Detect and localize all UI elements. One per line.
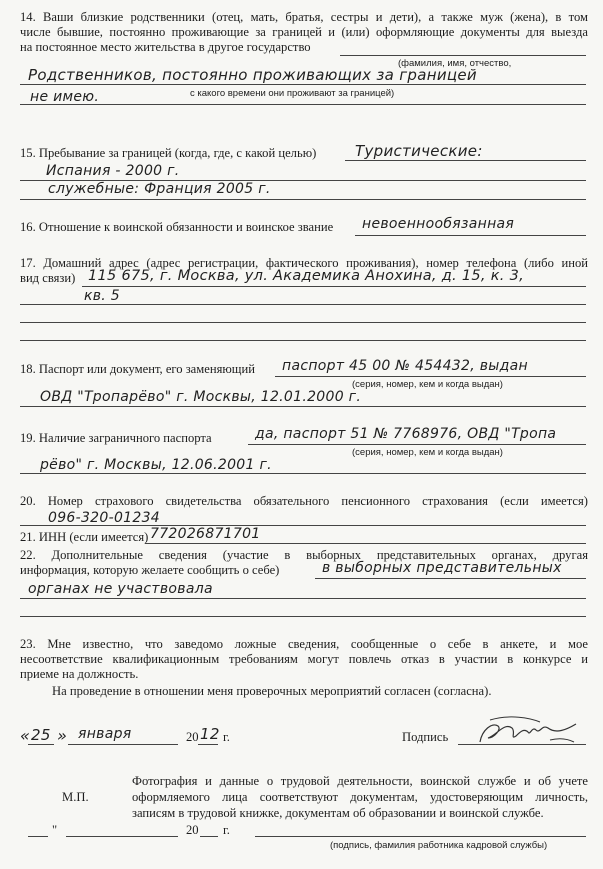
date-quote-open: « <box>20 726 31 745</box>
s15-fill-line-2 <box>20 199 586 200</box>
s19-fill-line-1 <box>20 473 586 474</box>
s17-fill-line-1 <box>20 304 586 305</box>
s20-label: 20. Номер страхового свидетельства обязательного пенсионного страхования (если имеется) <box>20 494 588 508</box>
hr-line2: оформляемого лица соответствуют документам, удостоверяющим личность, <box>132 790 588 804</box>
s18-answer-1: паспорт 45 00 № 454432, выдан <box>282 358 528 374</box>
hr-year-prefix: 20 <box>186 823 199 837</box>
s16-answer-1: невоеннообязанная <box>362 216 515 232</box>
s15-answer-2: Испания - 2000 г. <box>46 163 180 179</box>
hr-year-suffix: г. <box>223 823 230 837</box>
s14-answer-2: не имею. <box>30 89 100 105</box>
s17-line2: вид связи) <box>20 271 76 285</box>
date-day: 25 <box>31 726 51 744</box>
s15-fill-line-0 <box>345 160 586 161</box>
s21-label: 21. ИНН (если имеется) <box>20 530 149 544</box>
s18-label: 18. Паспорт или документ, его заменяющий <box>20 362 255 376</box>
s18-fill-line-1 <box>20 406 586 407</box>
s20-answer-1: 096-320-01234 <box>48 510 160 526</box>
s19-label: 19. Наличие заграничного паспорта <box>20 431 212 445</box>
s14-answer-1: Родственников, постоянно проживающих за границей <box>28 66 477 84</box>
hr-line3: записям в трудовой книжке, документам об образовании и воинской службе. <box>132 806 544 820</box>
hr-signature-line <box>255 836 586 837</box>
s23-line1: 23. Мне известно, что заведомо ложные сведения, сообщенные о себе в анкете, и мое <box>20 637 588 651</box>
date-day-line <box>28 744 54 745</box>
s17-answer-2: кв. 5 <box>84 288 121 304</box>
mp-label: М.П. <box>62 790 89 804</box>
hr-line1: Фотография и данные о трудовой деятельности, воинской службе и об учете <box>132 774 588 788</box>
s19-answer-2: рёво" г. Москвы, 12.06.2001 г. <box>40 457 272 473</box>
s18-caption: (серия, номер, кем и когда выдан) <box>352 379 503 390</box>
s21-fill-line <box>145 543 586 544</box>
date-month: января <box>78 726 132 742</box>
hr-month-line <box>66 836 178 837</box>
s19-fill-line-0 <box>248 444 586 445</box>
s14-line2: числе бывшие, постоянно проживающие за границей и (или) оформляющие документы для выезда <box>20 25 588 39</box>
s22-line2: информация, которую желаете сообщить о себе) <box>20 563 280 577</box>
s14-caption-1: (фамилия, имя, отчество, <box>398 58 512 69</box>
s15-label: 15. Пребывание за границей (когда, где, с какой целью) <box>20 146 317 160</box>
s14-line3: на постоянное место жительства в другое государство <box>20 40 311 54</box>
date-year: 12 <box>200 725 220 743</box>
signature-image <box>470 712 580 752</box>
s22-answer-1: в выборных представительных <box>322 560 562 576</box>
s15-answer-1: Туристические: <box>355 142 483 160</box>
s15-answer-3: служебные: Франция 2005 г. <box>48 181 271 197</box>
s19-answer-1: да, паспорт 51 № 7768976, ОВД "Тропа <box>255 426 557 442</box>
s17-answer-1: 115 675, г. Москва, ул. Академика Анохина, д. 15, к. 3, <box>88 268 525 284</box>
s16-fill-line-0 <box>355 235 586 236</box>
s20-fill-line <box>20 525 586 526</box>
s17-fill-line-3 <box>20 340 586 341</box>
s18-fill-line-0 <box>275 376 586 377</box>
s23-consent: На проведение в отношении меня проверочных мероприятий согласен (согласна). <box>52 684 492 698</box>
s17-line1: 17. Домашний адрес (адрес регистрации, фактического проживания), номер телефона (либо иной <box>20 256 588 270</box>
date-year-suffix: г. <box>223 730 230 744</box>
s23-line3: приеме на должность. <box>20 667 139 681</box>
s22-fill-line-2 <box>20 616 586 617</box>
hr-day-line <box>28 836 48 837</box>
s22-fill-line-0 <box>315 578 586 579</box>
s16-label: 16. Отношение к воинской обязанности и воинское звание <box>20 220 334 234</box>
s19-caption: (серия, номер, кем и когда выдан) <box>352 447 503 458</box>
s22-answer-2: органах не участвовала <box>28 581 213 597</box>
signature-line <box>458 744 586 745</box>
s22-fill-line-1 <box>20 598 586 599</box>
s14-fill-line-1 <box>20 84 586 85</box>
s14-fill-line-2 <box>20 104 586 105</box>
hr-signature-caption: (подпись, фамилия работника кадровой службы) <box>330 840 548 851</box>
s23-line2: несоответствие квалификационным требованиям могут повлечь отказ в участии в конкурсе и <box>20 652 588 666</box>
signature-label: Подпись <box>402 730 449 744</box>
s14-fill-line-0 <box>340 55 586 56</box>
s18-answer-2: ОВД "Тропарёво" г. Москвы, 12.01.2000 г. <box>40 389 362 405</box>
s17-fill-line-2 <box>20 322 586 323</box>
date-quote-close: » <box>57 726 68 745</box>
hr-date-quote: " <box>52 823 58 837</box>
s14-caption-2: с какого времени они проживают за границей) <box>190 88 395 99</box>
date-month-line <box>68 744 178 745</box>
hr-year-line <box>200 836 218 837</box>
s17-fill-line-0 <box>82 286 586 287</box>
s21-answer-1: 772026871701 <box>150 526 261 542</box>
date-year-line <box>198 744 218 745</box>
s22-line1: 22. Дополнительные сведения (участие в выборных представительных органах, другая <box>20 548 588 562</box>
s14-line1: 14. Ваши близкие родственники (отец, мать, братья, сестры и дети), а также муж (жена), в том <box>20 10 588 24</box>
date-year-prefix: 20 <box>186 730 199 744</box>
